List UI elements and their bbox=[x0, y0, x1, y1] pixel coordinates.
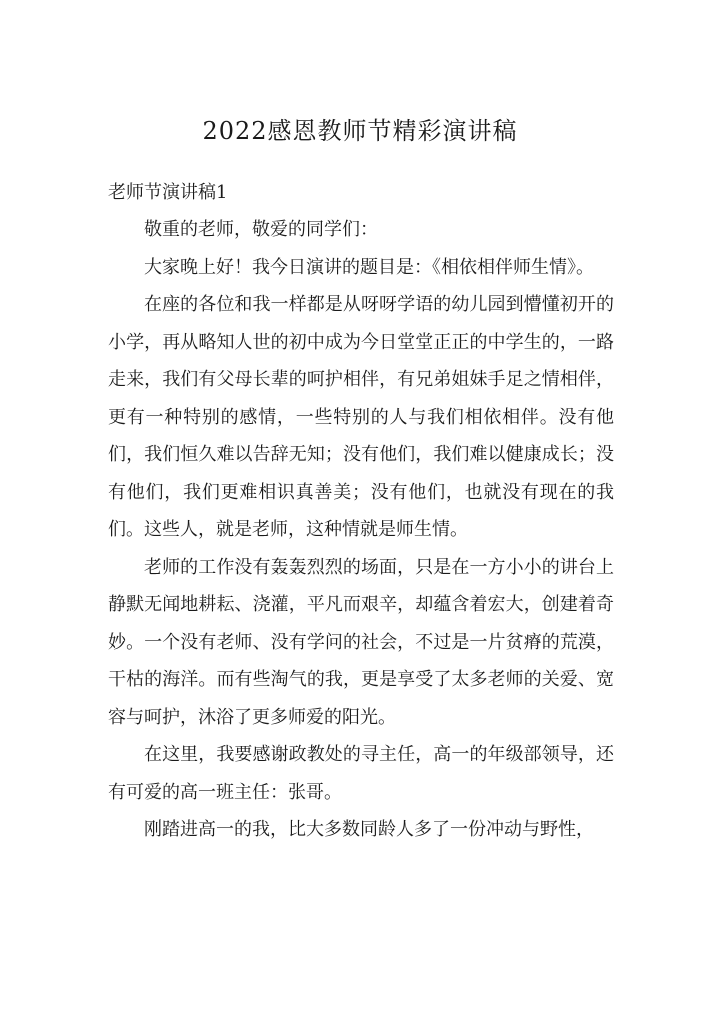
paragraph-growth: 在座的各位和我一样都是从呀呀学语的幼儿园到懵懂初开的小学，再从略知人世的初中成为今日堂堂正正的中学生的，一路走来，我们有父母长辈的呵护相伴，有兄弟姐妹手足之情相伴，更有一种特别的感情，一些特别的人与我们相依相伴。没有他们，我们恒久难以告辞无知；没有他们，我们难以健康成长；没有他们，我们更难相识真善美；没有他们，也就没有现在的我们。这些人，就是老师，这种情就是师生情。 bbox=[108, 294, 614, 540]
paragraph-teacher-work: 老师的工作没有轰轰烈烈的场面，只是在一方小小的讲台上静默无闻地耕耘、浇灌，平凡而艰辛，却蕴含着宏大，创建着奇妙。一个没有老师、没有学问的社会，不过是一片贫瘠的荒漠，干枯的海洋。而有些淘气的我，更是享受了太多老师的关爱、宽容与呵护，沐浴了更多师爱的阳光。 bbox=[108, 556, 614, 728]
paragraph-intro: 大家晚上好！我今日演讲的题目是：《相依相伴师生情》。 bbox=[144, 256, 594, 278]
paragraph-greeting: 敬重的老师，敬爱的同学们： bbox=[144, 219, 378, 240]
section-heading: 老师节演讲稿1 bbox=[108, 182, 228, 203]
document-title: 2022感恩教师节精彩演讲稿 bbox=[202, 117, 518, 145]
paragraph-freshman: 刚踏进高一的我，比大多数同龄人多了一份冲动与野性， bbox=[144, 819, 594, 840]
document-body bbox=[108, 211, 614, 849]
paragraph-thanks: 在这里，我要感谢政教处的寻主任，高一的年级部领导，还有可爱的高一班主任：张哥。 bbox=[108, 744, 614, 803]
